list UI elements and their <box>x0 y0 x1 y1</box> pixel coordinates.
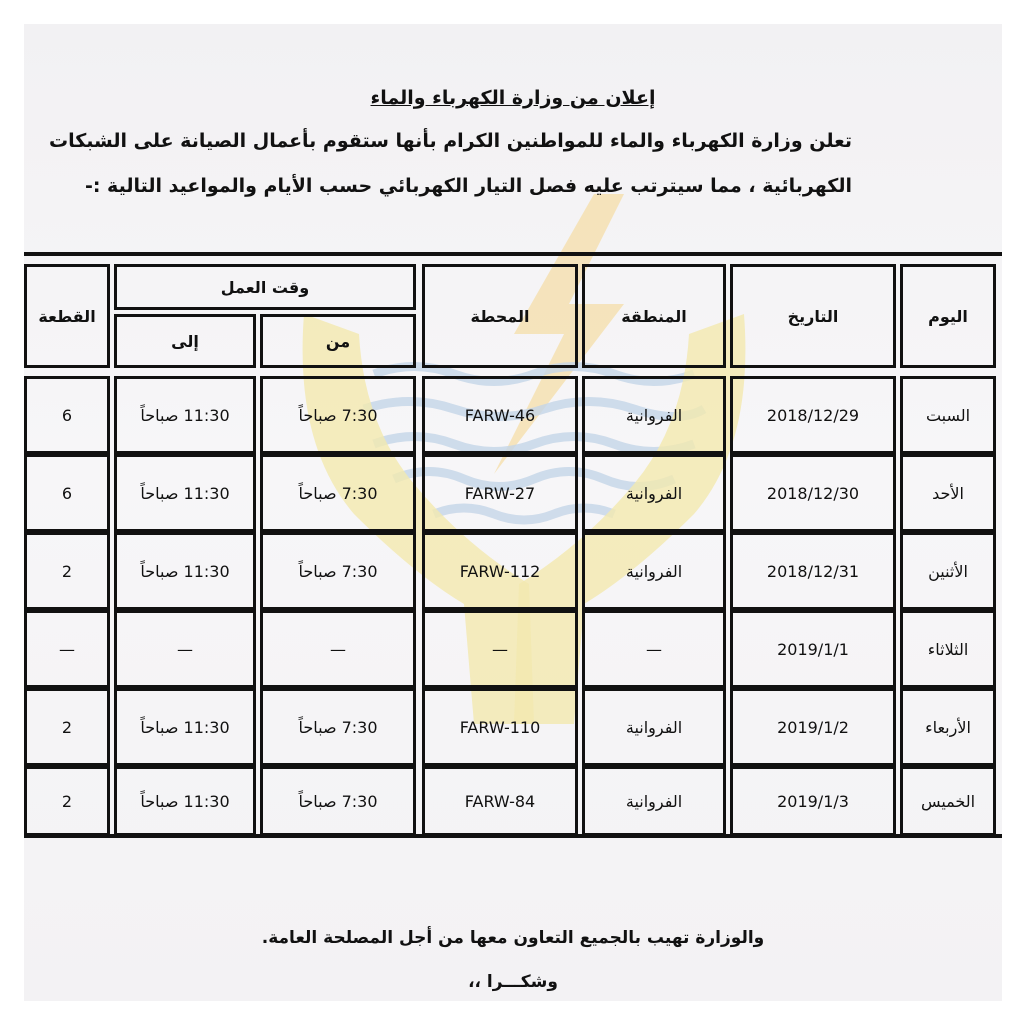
row-6-to: 11:30 صباحاً <box>114 766 256 836</box>
row-1-station: FARW-46 <box>422 376 578 454</box>
row-2-section: 6 <box>24 454 110 532</box>
row-4-from: — <box>260 610 416 688</box>
row-3-day: الأثنين <box>900 532 996 610</box>
header-work-time: وقت العمل <box>114 264 416 310</box>
row-2-station: FARW-27 <box>422 454 578 532</box>
row-5-station: FARW-110 <box>422 688 578 766</box>
row-5-from: 7:30 صباحاً <box>260 688 416 766</box>
row-5-day: الأربعاء <box>900 688 996 766</box>
row-4-section: — <box>24 610 110 688</box>
row-1-date: 2018/12/29 <box>730 376 896 454</box>
footer-thanks: وشكـــرا ،، <box>468 972 558 992</box>
row-3-area: الفروانية <box>582 532 726 610</box>
announcement-page <box>24 24 1002 1001</box>
row-4-station: — <box>422 610 578 688</box>
row-6-day: الخميس <box>900 766 996 836</box>
row-2-day: الأحد <box>900 454 996 532</box>
header-from: من <box>260 314 416 368</box>
row-1-area: الفروانية <box>582 376 726 454</box>
row-5-date: 2019/1/2 <box>730 688 896 766</box>
header-station: المحطة <box>422 264 578 368</box>
row-3-date: 2018/12/31 <box>730 532 896 610</box>
row-5-to: 11:30 صباحاً <box>114 688 256 766</box>
row-4-day: الثلاثاء <box>900 610 996 688</box>
header-date: التاريخ <box>730 264 896 368</box>
row-6-station: FARW-84 <box>422 766 578 836</box>
footer-appeal: والوزارة تهيب بالجميع التعاون معها من أجل المصلحة العامة. <box>261 928 765 948</box>
row-5-section: 2 <box>24 688 110 766</box>
row-2-date: 2018/12/30 <box>730 454 896 532</box>
row-2-from: 7:30 صباحاً <box>260 454 416 532</box>
row-5-area: الفروانية <box>582 688 726 766</box>
row-6-area: الفروانية <box>582 766 726 836</box>
row-3-station: FARW-112 <box>422 532 578 610</box>
row-6-date: 2019/1/3 <box>730 766 896 836</box>
header-section: القطعة <box>24 264 110 368</box>
row-2-to: 11:30 صباحاً <box>114 454 256 532</box>
row-1-to: 11:30 صباحاً <box>114 376 256 454</box>
row-3-section: 2 <box>24 532 110 610</box>
announcement-intro-line-1: تعلن وزارة الكهرباء والماء للمواطنين الكرام بأنها ستقوم بأعمال الصيانة على الشبكات <box>48 130 852 152</box>
row-2-area: الفروانية <box>582 454 726 532</box>
announcement-intro-line-2: الكهربائية ، مما سيترتب عليه فصل التيار الكهربائي حسب الأيام والمواعيد التالية :- <box>84 175 852 197</box>
row-1-from: 7:30 صباحاً <box>260 376 416 454</box>
row-1-day: السبت <box>900 376 996 454</box>
row-4-to: — <box>114 610 256 688</box>
announcement-title: إعلان من وزارة الكهرباء والماء <box>370 87 656 109</box>
row-3-from: 7:30 صباحاً <box>260 532 416 610</box>
header-to: إلى <box>114 314 256 368</box>
header-area: المنطقة <box>582 264 726 368</box>
row-1-section: 6 <box>24 376 110 454</box>
row-4-date: 2019/1/1 <box>730 610 896 688</box>
outage-schedule-table <box>24 252 1002 838</box>
row-6-section: 2 <box>24 766 110 836</box>
row-4-area: — <box>582 610 726 688</box>
header-day: اليوم <box>900 264 996 368</box>
row-6-from: 7:30 صباحاً <box>260 766 416 836</box>
row-3-to: 11:30 صباحاً <box>114 532 256 610</box>
